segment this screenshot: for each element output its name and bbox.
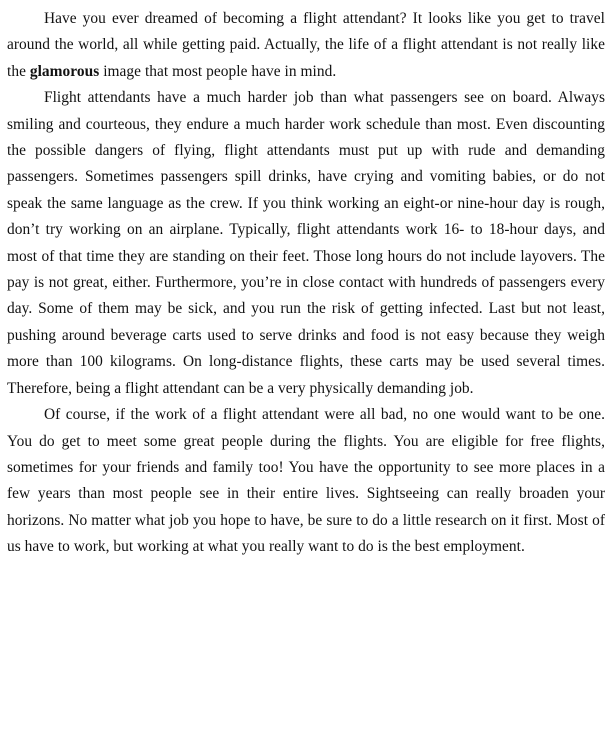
emphasized-word: glamorous (29, 62, 100, 80)
paragraph-1 (7, 6, 605, 85)
paragraph-1-text-start: Have you ever dreamed of becoming a flight attendant? It looks like you get to travel around the world, all while getting paid. Actually, the life of a flight attendant is not really like the (7, 10, 605, 80)
paragraph-3: Of course, if the work of a flight attendant were all bad, no one would want to be one. You do get to meet some great people during the flights. You are eligible for free flights, sometimes for your friends and family too! You have the opportunity to see more places in a few years than most people see in their entire lives. Sightseeing can really broaden your horizons. No matter what job you hope to have, be sure to do a little research on it first. Most of us have to work, but working at what you really want to do is the best employment. (7, 406, 605, 556)
paragraph-1-text-end: image that most people have in mind. (99, 62, 337, 80)
paragraph-2: Flight attendants have a much harder job than what passengers see on board. Always smiling and courteous, they endure a much harder work schedule than most. Even discounting the possible dangers of flying, flight attendants must put up with rude and demanding passengers. Sometimes passengers spill drinks, have crying and vomiting babies, or do not speak the same language as the crew. If you think working an eight-or nine-hour day is rough, don’t try working on an airplane. Typically, flight attendants work 16- to 18-hour days, and most of that time they are standing on their feet. Those long hours do not include layovers. The pay is not great, either. Furthermore, you’re in close contact with hundreds of passengers every day. Some of them may be sick, and you run the risk of getting infected. Last but not least, pushing around beverage carts used to serve drinks and food is not easy because they weigh more than 100 kilograms. On long-distance flights, these carts may be used several times. Therefore, being a flight attendant can be a very physically demanding job. (7, 89, 605, 397)
